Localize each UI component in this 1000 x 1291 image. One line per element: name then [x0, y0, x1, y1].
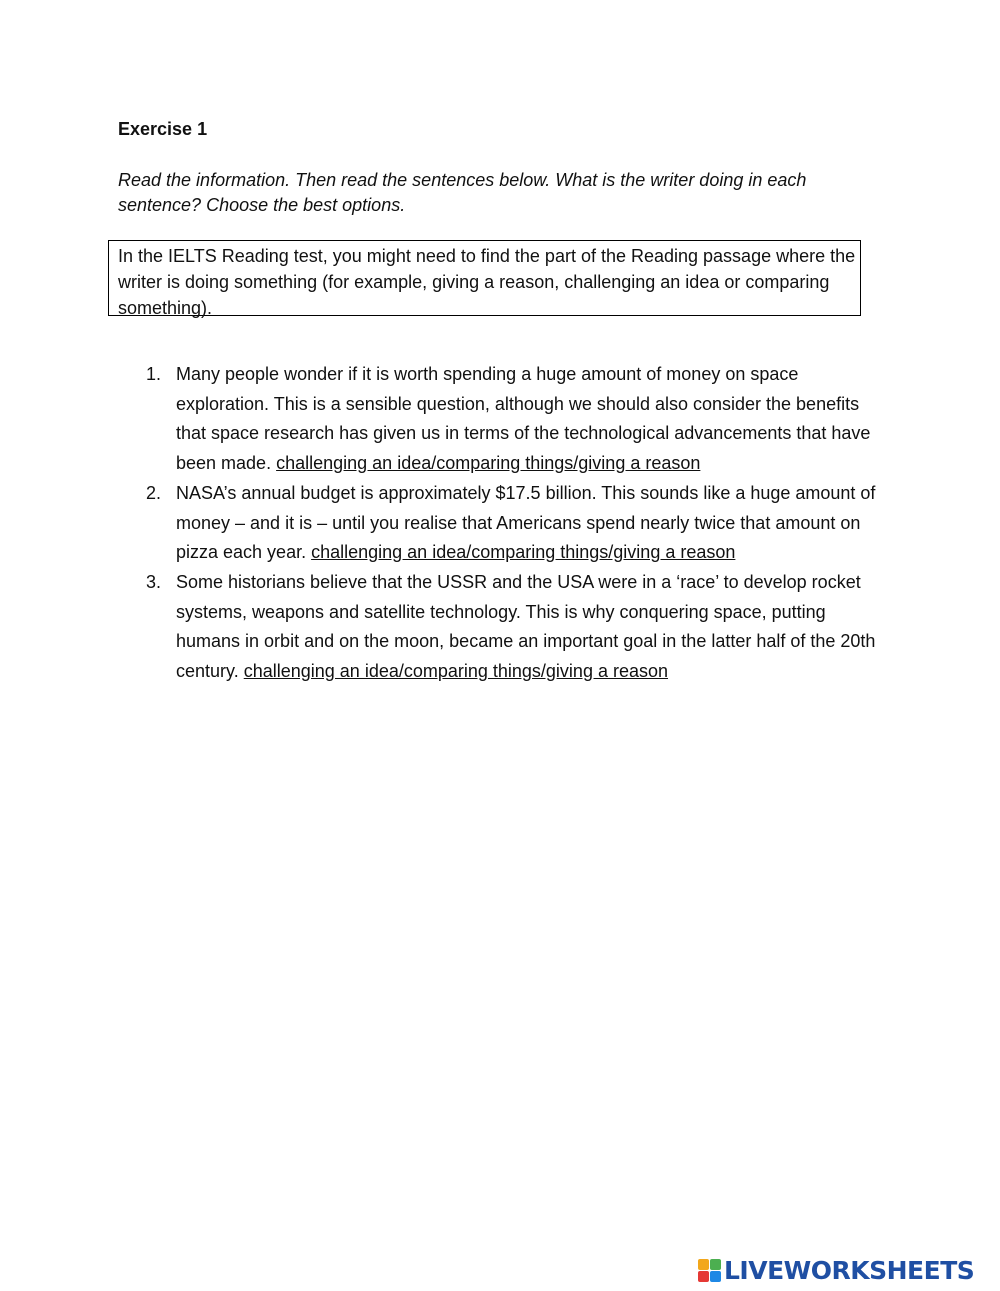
- logo-mark-icon: [698, 1259, 721, 1282]
- logo-text: LIVEWORKSHEETS: [724, 1255, 975, 1285]
- question-item: [146, 479, 888, 568]
- logo-tile: [698, 1259, 709, 1270]
- question-number: 1.: [146, 364, 162, 384]
- question-item: [146, 360, 888, 479]
- question-item: [146, 568, 888, 687]
- question-list: [146, 360, 888, 687]
- exercise-instructions: Read the information. Then read the sentences below. What is the writer doing in each sentence? Choose the best options.: [118, 170, 807, 215]
- info-box: In the IELTS Reading test, you might need to find the part of the Reading passage where the writer is doing something (for example, giving a reason, challenging an idea or comparing something).: [108, 240, 861, 316]
- question-number: 2.: [146, 482, 162, 503]
- question-text: Some historians believe that the USSR and the USA were in a ‘race’ to develop rocket systems, weapons and satellite technology. This is why conquering space, putting humans in orbit and on the moon, became an important goal in the latter half of the 20th century.: [176, 571, 876, 682]
- answer-options[interactable]: challenging an idea/comparing things/giving a reason: [311, 542, 736, 563]
- logo-tile: [698, 1271, 709, 1282]
- logo-tile: [710, 1259, 721, 1270]
- answer-options[interactable]: challenging an idea/comparing things/giving a reason: [276, 453, 701, 474]
- answer-options[interactable]: challenging an idea/comparing things/giving a reason: [243, 661, 669, 682]
- question-text: NASA’s annual budget is approximately $17.5 billion. This sounds like a huge amount of money – and it is – until you realise that Americans spend nearly twice that amount on pizza each year.: [176, 482, 876, 563]
- exercise-title: Exercise 1: [118, 119, 208, 139]
- question-text: Many people wonder if it is worth spending a huge amount of money on space exploration. This is a sensible question, although we should also consider the benefits that space research has given us in terms of the technological advancements that have been made.: [176, 364, 871, 474]
- liveworksheets-logo: [698, 1255, 974, 1285]
- question-number: 3.: [146, 571, 162, 592]
- logo-tile: [710, 1271, 721, 1282]
